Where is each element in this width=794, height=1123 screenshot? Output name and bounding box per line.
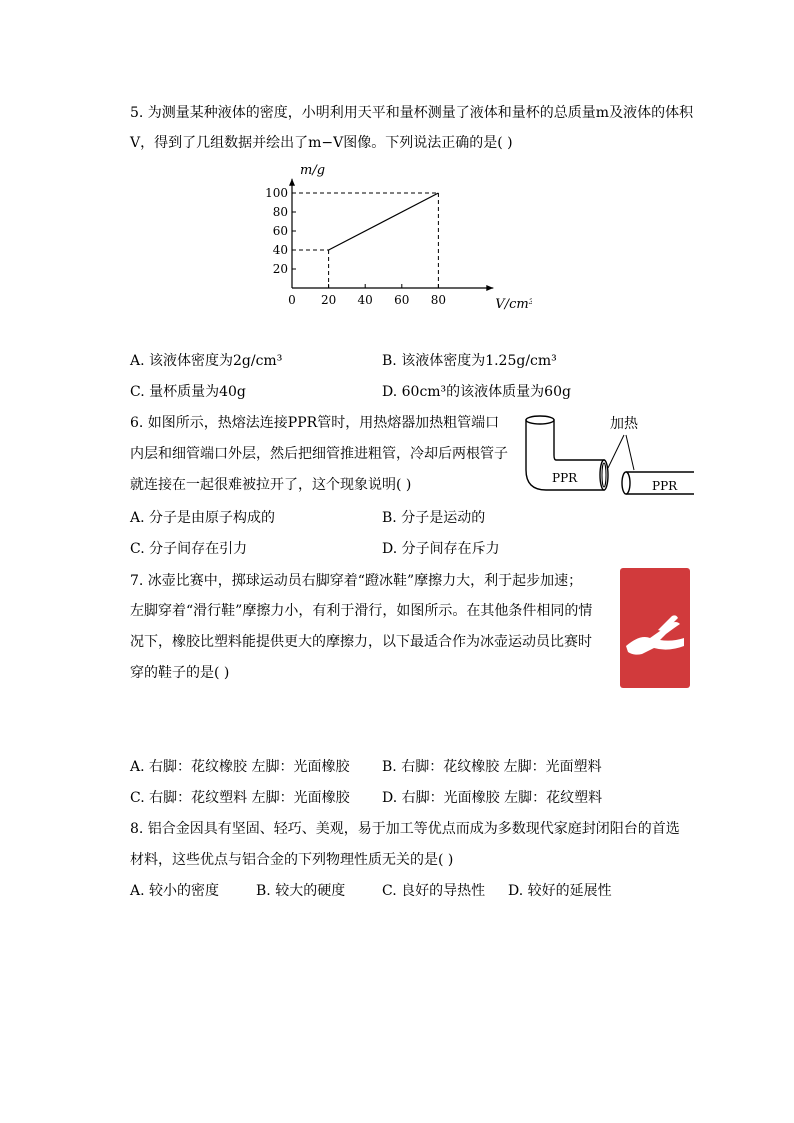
q8-option-a[interactable]: A. 较小的密度 <box>130 883 220 899</box>
y-tick-label: 20 <box>272 262 288 276</box>
y-axis-label: m/g <box>300 163 326 178</box>
emblem-red-background <box>620 568 690 688</box>
y-tick-label: 80 <box>272 205 288 219</box>
q7-stem-line4: 穿的鞋子的是( ) <box>130 665 230 681</box>
q5-stem-line2: V，得到了几组数据并绘出了m−V图像。下列说法正确的是( ) <box>130 135 513 151</box>
mv-chart-svg <box>262 160 532 310</box>
q8-option-c[interactable]: C. 良好的导热性 <box>382 883 486 899</box>
q6-option-a[interactable]: A. 分子是由原子构成的 <box>130 510 276 526</box>
y-axis-arrow <box>289 179 295 186</box>
q7-option-a[interactable]: A. 右脚：花纹橡胶 左脚：光面橡胶 <box>130 759 350 775</box>
ppr-pipe-svg <box>516 410 696 500</box>
q8-stem-line1: 8. 铝合金因具有坚固、轻巧、美观，易于加工等优点而成为多数现代家庭封闭阳台的首选 <box>130 821 680 837</box>
q8-option-b[interactable]: B. 较大的硬度 <box>256 883 346 899</box>
y-tick-label: 40 <box>272 243 288 257</box>
q6-option-b[interactable]: B. 分子是运动的 <box>382 510 486 526</box>
ppr-bent-pipe-top <box>526 416 554 424</box>
q7-option-b[interactable]: B. 右脚：花纹橡胶 左脚：光面塑料 <box>382 759 602 775</box>
x-tick-label: 80 <box>430 293 447 307</box>
ppr-straight-pipe-end <box>622 472 630 494</box>
label-heat: 加热 <box>610 416 638 432</box>
q7-stem-line2: 左脚穿着“滑行鞋”摩擦力小，有利于滑行，如图所示。在其他条件相同的情 <box>130 603 593 619</box>
label-ppr-left: PPR <box>552 471 578 485</box>
q8-option-d[interactable]: D. 较好的延展性 <box>508 883 612 899</box>
q6-option-c[interactable]: C. 分子间存在引力 <box>130 541 248 557</box>
q7-option-c[interactable]: C. 右脚：花纹塑料 左脚：光面橡胶 <box>130 790 350 806</box>
q6-stem-line3: 就连接在一起很难被拉开了，这个现象说明( ) <box>130 477 412 493</box>
q6-stem-line1: 6. 如图所示，热熔法连接PPR管时，用热熔器加热粗管端口 <box>130 415 500 431</box>
q5-mv-chart <box>262 160 532 314</box>
q8-stem-line2: 材料，这些优点与铝合金的下列物理性质无关的是( ) <box>130 852 454 868</box>
curling-emblem-svg <box>620 568 690 688</box>
y-tick-label: 100 <box>265 186 288 200</box>
q7-option-d[interactable]: D. 右脚：光面橡胶 左脚：花纹塑料 <box>382 790 603 806</box>
x-tick-label: 20 <box>320 293 337 307</box>
x-tick-label: 60 <box>394 293 410 307</box>
x-axis-arrow <box>486 285 493 291</box>
q5-option-b[interactable]: B. 该液体密度为1.25g/cm³ <box>382 353 557 369</box>
x-tick-label: 0 <box>288 293 296 307</box>
q5-stem-line1: 5. 为测量某种液体的密度，小明利用天平和量杯测量了液体和量杯的总质量m及液体的体积 <box>130 105 694 121</box>
series-line <box>329 193 439 250</box>
q5-option-a[interactable]: A. 该液体密度为2g/cm³ <box>130 353 283 369</box>
q6-option-d[interactable]: D. 分子间存在斥力 <box>382 541 500 557</box>
x-tick-label: 40 <box>357 293 373 307</box>
curling-emblem <box>620 568 690 692</box>
y-tick-label: 60 <box>272 224 288 238</box>
q5-option-c[interactable]: C. 量杯质量为40g <box>130 384 246 400</box>
q6-stem-line2: 内层和细管端口外层，然后把细管推进粗管，冷却后两根管子 <box>130 446 508 462</box>
q7-stem-line3: 况下，橡胶比塑料能提供更大的摩擦力，以下最适合作为冰壶运动员比赛时 <box>130 634 592 650</box>
x-axis-label: V/cm³ <box>495 297 532 310</box>
ppr-pipe-figure <box>516 410 696 504</box>
q7-stem-line1: 7. 冰壶比赛中，掷球运动员右脚穿着“蹬冰鞋”摩擦力大，利于起步加速； <box>130 573 583 589</box>
label-ppr-right: PPR <box>652 479 678 493</box>
q5-option-d[interactable]: D. 60cm³的该液体质量为60g <box>382 384 571 400</box>
